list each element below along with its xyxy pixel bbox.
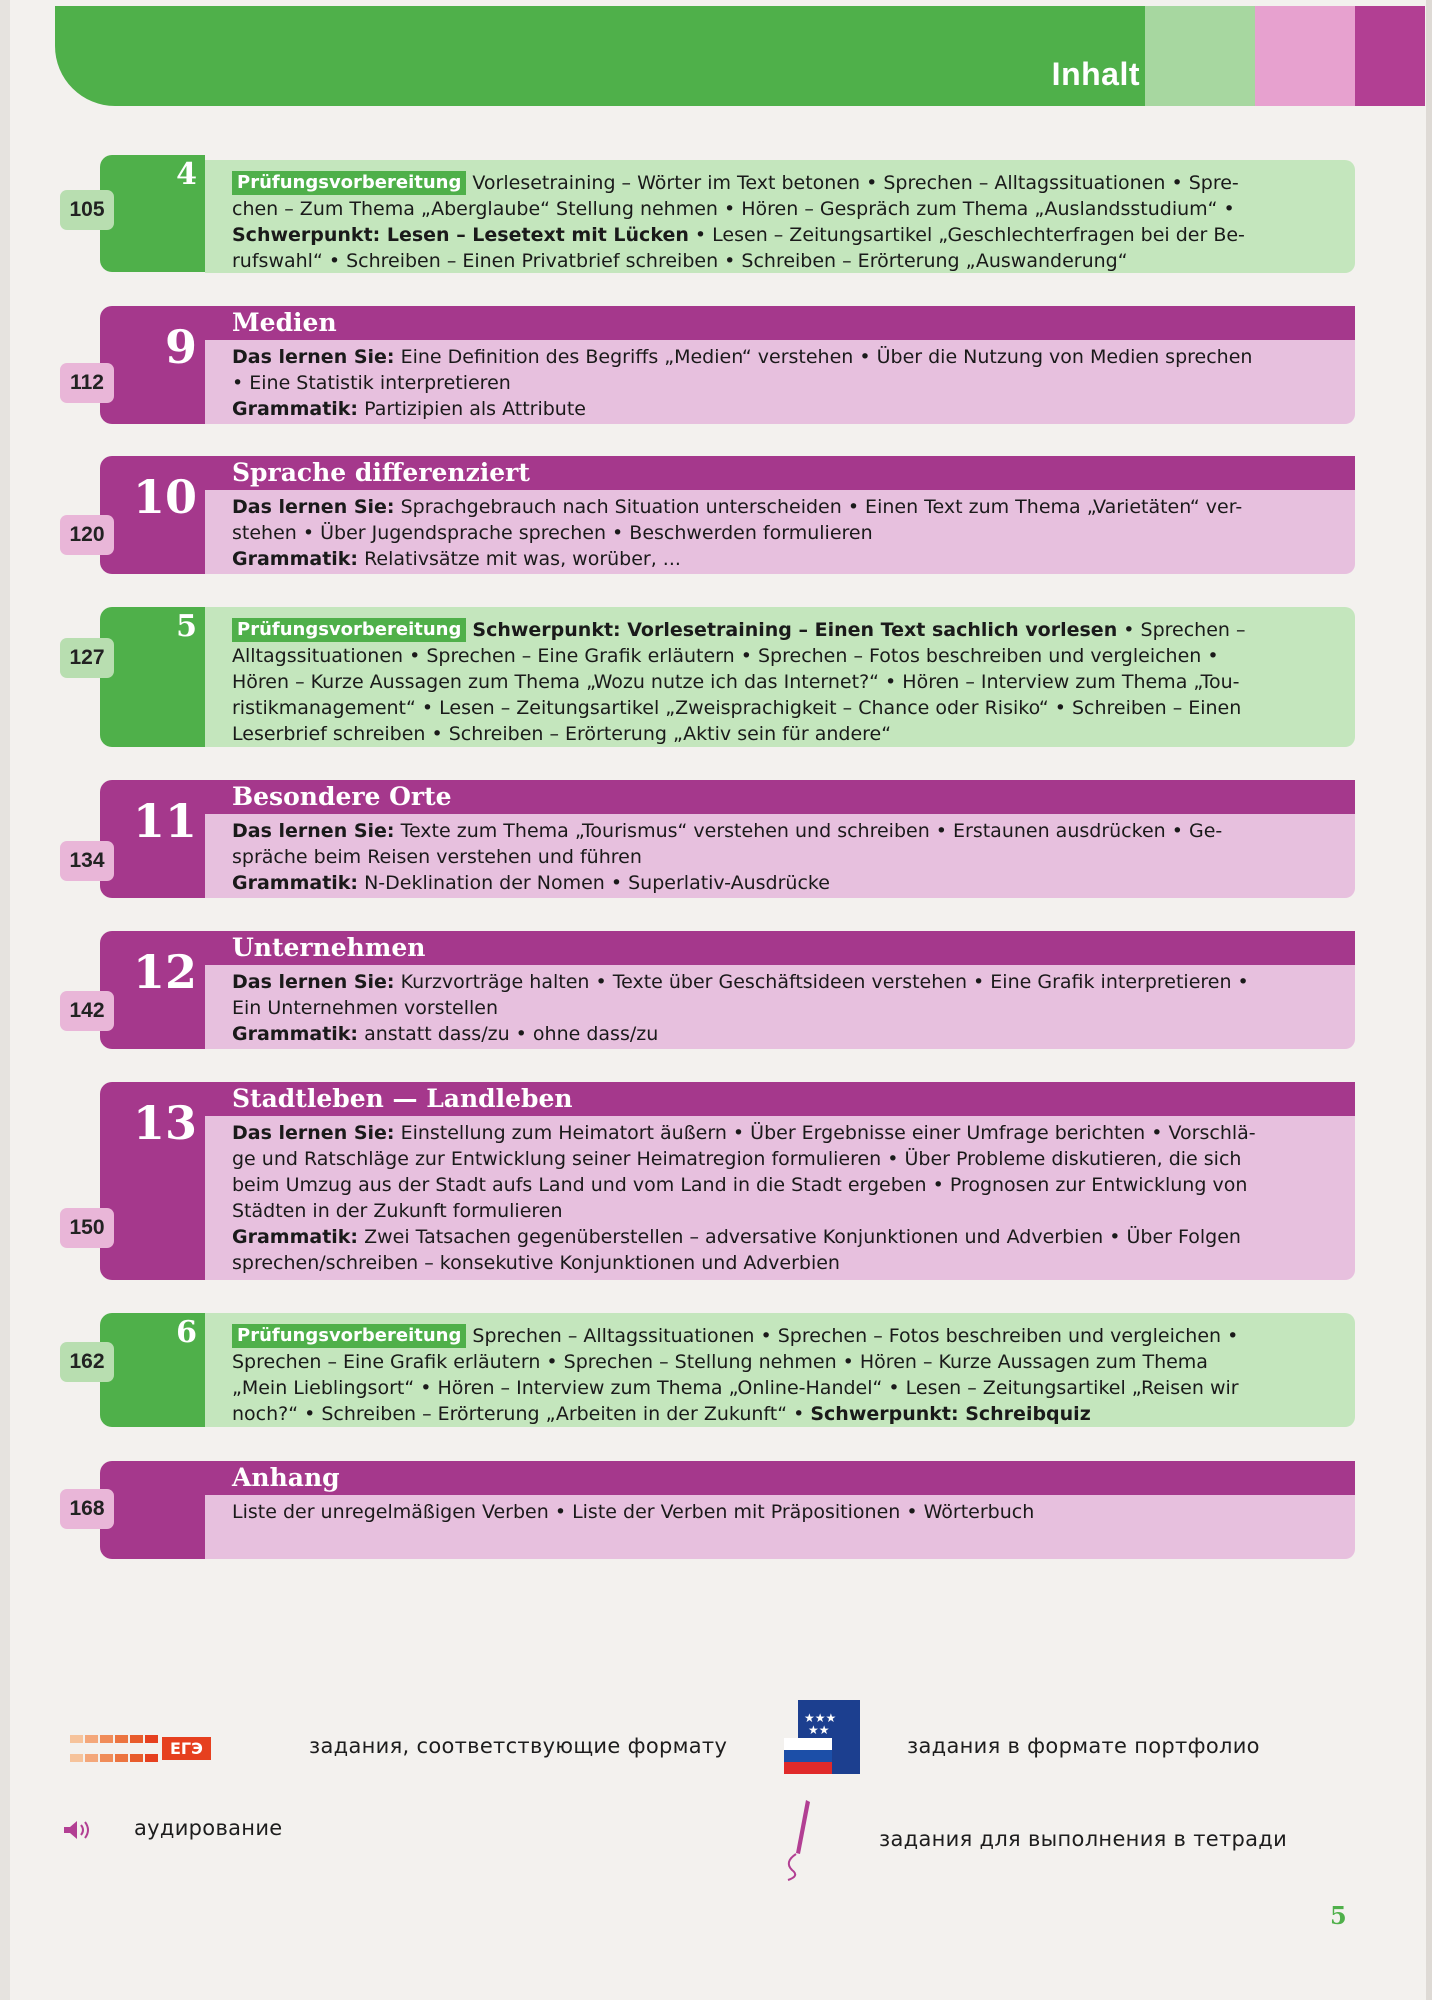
chapter-entry[interactable]: [205, 780, 1355, 898]
description-line: [232, 170, 1319, 196]
description-line: [232, 1224, 1333, 1250]
description-line: [232, 721, 1319, 747]
chapter-title: Besondere Orte: [205, 780, 1355, 814]
chapter-title: Sprache differenziert: [205, 456, 1355, 490]
portfolio-flag-icon: [784, 1700, 860, 1774]
text-segment: Städten in der Zukunft formulieren: [232, 1200, 563, 1222]
pen-icon: [778, 1798, 820, 1882]
description-line: [232, 1323, 1319, 1349]
entry-description: [205, 1116, 1355, 1276]
text-segment: Relativsätze mit was, worüber, ...: [358, 548, 681, 570]
description-line: [232, 196, 1319, 222]
bold-segment: Schwerpunkt: Lesen – Lesetext mit Lücken: [232, 224, 689, 246]
description-line: [232, 1172, 1333, 1198]
bold-segment: Das lernen Sie:: [232, 346, 395, 368]
header-band-magenta: [1355, 6, 1425, 106]
text-segment: Kurzvorträge halten • Texte über Geschäftsideen verstehen • Eine Grafik interpretieren •: [394, 971, 1249, 993]
description-line: [232, 370, 1333, 396]
description-line: [232, 222, 1319, 248]
chapter-title: Anhang: [205, 1461, 1355, 1495]
description-line: [232, 870, 1333, 896]
bold-segment: Das lernen Sie:: [232, 1122, 395, 1144]
description-line: [232, 1021, 1333, 1047]
ege-label: ЕГЭ: [162, 1737, 211, 1760]
chapter-entry[interactable]: [205, 456, 1355, 574]
chapter-entry[interactable]: [205, 931, 1355, 1049]
text-segment: Hören – Kurze Aussagen zum Thema „Wozu nutze ich das Internet?“ • Hören – Interview zum Thema „Tou-: [232, 671, 1240, 693]
description-line: [232, 520, 1333, 546]
page-edge-right: [1426, 0, 1432, 2000]
unit-number: 11: [132, 794, 197, 848]
text-segment: Sprechen – Alltagssituationen • Sprechen – Fotos beschreiben und vergleichen •: [472, 1325, 1239, 1347]
chapter-entry[interactable]: [205, 1082, 1355, 1280]
unit-tab: [100, 155, 205, 272]
pruefungsvorbereitung-badge: Prüfungsvorbereitung: [232, 1324, 466, 1348]
chapter-title: Stadtleben — Landleben: [205, 1082, 1355, 1116]
text-segment: beim Umzug aus der Stadt aufs Land und vom Land in die Stadt ergeben • Prognosen zur Entwicklung von: [232, 1174, 1248, 1196]
page-number-badge[interactable]: 134: [60, 841, 114, 881]
description-line: [232, 494, 1333, 520]
unit-tab: [100, 1461, 205, 1559]
page-number-badge[interactable]: 120: [60, 515, 114, 555]
description-line: [232, 1375, 1319, 1401]
text-segment: • Eine Statistik interpretieren: [232, 372, 511, 394]
unit-tab: [100, 1082, 205, 1280]
text-segment: rufswahl“ • Schreiben – Einen Privatbrief schreiben • Schreiben – Erörterung „Auswanderung“: [232, 250, 1128, 272]
bold-segment: Grammatik:: [232, 872, 359, 894]
bold-segment: Grammatik:: [232, 1023, 359, 1045]
description-line: [232, 617, 1319, 643]
text-segment: Eine Definition des Begriffs „Medien“ verstehen • Über die Nutzung von Medien sprechen: [394, 346, 1253, 368]
description-line: [232, 643, 1319, 669]
bold-segment: Grammatik:: [232, 548, 359, 570]
text-segment: Liste der unregelmäßigen Verben • Liste der Verben mit Präpositionen • Wörterbuch: [232, 1501, 1035, 1523]
unit-number: 12: [132, 945, 197, 999]
page-edge: [0, 0, 10, 2000]
bold-segment: Grammatik:: [232, 1226, 359, 1248]
unit-tab: [100, 931, 205, 1049]
description-line: [232, 1146, 1333, 1172]
bold-segment: Schwerpunkt: Vorlesetraining – Einen Text sachlich vorlesen: [472, 619, 1118, 641]
unit-number: 9: [164, 320, 197, 374]
entry-description: [205, 340, 1355, 422]
description-line: [232, 995, 1333, 1021]
text-segment: Partizipien als Attribute: [358, 398, 586, 420]
speaker-icon: [62, 1819, 92, 1841]
text-segment: • Lesen – Zeitungsartikel „Geschlechterfragen bei der Be-: [688, 224, 1245, 246]
description-line: [232, 248, 1319, 274]
header-band-pink: [1255, 6, 1355, 106]
bold-segment: Das lernen Sie:: [232, 820, 395, 842]
legend-portfolio-text: задания в формате портфолио: [907, 1734, 1260, 1758]
ege-dots: [70, 1729, 160, 1767]
text-segment: sprechen/schreiben – konsekutive Konjunktionen und Adverbien: [232, 1252, 840, 1274]
chapter-title: Unternehmen: [205, 931, 1355, 965]
svg-text:★★★: ★★★: [804, 1711, 837, 1725]
text-segment: „Mein Lieblingsort“ • Hören – Interview zum Thema „Online-Handel“ • Lesen – Zeitungsartikel „Reisen wir: [232, 1377, 1239, 1399]
unit-number: 13: [132, 1096, 197, 1150]
text-segment: N-Deklination der Nomen • Superlativ-Ausdrücke: [358, 872, 830, 894]
pruefung-entry[interactable]: [205, 1313, 1355, 1427]
description-line: [232, 818, 1333, 844]
text-segment: Vorlesetraining – Wörter im Text betonen • Sprechen – Alltagssituationen • Spre-: [472, 172, 1239, 194]
description-line: [232, 396, 1333, 422]
page-title: Inhalt: [1051, 56, 1140, 92]
page-number-badge[interactable]: 105: [60, 190, 114, 230]
description-line: [232, 1499, 1333, 1525]
description-line: [232, 546, 1333, 572]
unit-tab: [100, 780, 205, 898]
text-segment: stehen • Über Jugendsprache sprechen • Beschwerden formulieren: [232, 522, 873, 544]
unit-number: 10: [132, 470, 197, 524]
svg-text:★★: ★★: [808, 1723, 830, 1737]
page-number: 5: [1330, 1901, 1347, 1930]
text-segment: Zwei Tatsachen gegenüberstellen – adversative Konjunktionen und Adverbien • Über Folgen: [358, 1226, 1241, 1248]
description-line: [232, 669, 1319, 695]
text-segment: ge und Ratschläge zur Entwicklung seiner Heimatregion formulieren • Über Probleme diskutieren, die sich: [232, 1148, 1242, 1170]
text-segment: chen – Zum Thema „Aberglaube“ Stellung nehmen • Hören – Gespräch zum Thema „Auslandsstudium“ •: [232, 198, 1235, 220]
chapter-title: Medien: [205, 306, 1355, 340]
legend-audio-text: аудирование: [134, 1816, 283, 1840]
page-number-badge[interactable]: 112: [60, 363, 114, 403]
text-segment: • Sprechen –: [1117, 619, 1246, 641]
text-segment: Sprachgebrauch nach Situation unterscheiden • Einen Text zum Thema „Varietäten“ ver-: [394, 496, 1243, 518]
unit-tab: [100, 1313, 205, 1427]
unit-tab: [100, 456, 205, 574]
unit-number: 4: [176, 157, 197, 192]
pruefungsvorbereitung-badge: Prüfungsvorbereitung: [232, 171, 466, 195]
bold-segment: Das lernen Sie:: [232, 971, 395, 993]
unit-number: 5: [176, 609, 197, 644]
entry-description: [205, 160, 1355, 274]
legend-notebook-text: задания для выполнения в тетради: [879, 1827, 1288, 1851]
page-number-badge[interactable]: 162: [60, 1342, 114, 1382]
page-number-badge[interactable]: 142: [60, 991, 114, 1031]
bold-segment: Grammatik:: [232, 398, 359, 420]
entry-description: [205, 814, 1355, 896]
pruefung-entry[interactable]: [205, 160, 1355, 273]
entry-description: [205, 490, 1355, 572]
chapter-entry[interactable]: [205, 1461, 1355, 1559]
description-line: [232, 1250, 1333, 1276]
text-segment: spräche beim Reisen verstehen und führen: [232, 846, 642, 868]
bold-segment: Schwerpunkt: Schreibquiz: [810, 1403, 1091, 1425]
unit-number: 6: [176, 1315, 197, 1350]
text-segment: Leserbrief schreiben • Schreiben – Erörterung „Aktiv sein für andere“: [232, 723, 892, 745]
description-line: [232, 1198, 1333, 1224]
entry-description: [205, 965, 1355, 1047]
header-band-green: [55, 6, 1145, 106]
description-line: [232, 695, 1319, 721]
text-segment: Ein Unternehmen vorstellen: [232, 997, 498, 1019]
page-number-badge[interactable]: 150: [60, 1208, 114, 1248]
description-line: [232, 844, 1333, 870]
entry-description: [205, 1495, 1355, 1525]
page-number-badge[interactable]: 168: [60, 1489, 114, 1529]
entry-description: [205, 607, 1355, 747]
unit-tab: [100, 607, 205, 747]
unit-tab: [100, 306, 205, 424]
description-line: [232, 344, 1333, 370]
header-band-lightgreen: [1145, 6, 1255, 106]
text-segment: Alltagssituationen • Sprechen – Eine Grafik erläutern • Sprechen – Fotos beschreiben und vergleichen •: [232, 645, 1219, 667]
chapter-entry[interactable]: [205, 306, 1355, 424]
text-segment: Texte zum Thema „Tourismus“ verstehen und schreiben • Erstaunen ausdrücken • Ge-: [394, 820, 1223, 842]
bold-segment: Das lernen Sie:: [232, 496, 395, 518]
description-line: [232, 1349, 1319, 1375]
entry-description: [205, 1313, 1355, 1427]
ege-icon: [70, 1729, 211, 1767]
text-segment: anstatt dass/zu • ohne dass/zu: [358, 1023, 659, 1045]
description-line: [232, 969, 1333, 995]
description-line: [232, 1401, 1319, 1427]
text-segment: Sprechen – Eine Grafik erläutern • Sprechen – Stellung nehmen • Hören – Kurze Aussagen zum Thema: [232, 1351, 1208, 1373]
text-segment: Einstellung zum Heimatort äußern • Über Ergebnisse einer Umfrage berichten • Vorschlä-: [394, 1122, 1256, 1144]
legend-ege-text: задания, соответствующие формату: [309, 1734, 728, 1758]
page-number-badge[interactable]: 127: [60, 638, 114, 678]
pruefungsvorbereitung-badge: Prüfungsvorbereitung: [232, 618, 466, 642]
text-segment: ristikmanagement“ • Lesen – Zeitungsartikel „Zweisprachigkeit – Chance oder Risiko“ • Schreiben – Einen: [232, 697, 1242, 719]
description-line: [232, 1120, 1333, 1146]
text-segment: noch?“ • Schreiben – Erörterung „Arbeiten in der Zukunft“ •: [232, 1403, 811, 1425]
pruefung-entry[interactable]: [205, 607, 1355, 747]
